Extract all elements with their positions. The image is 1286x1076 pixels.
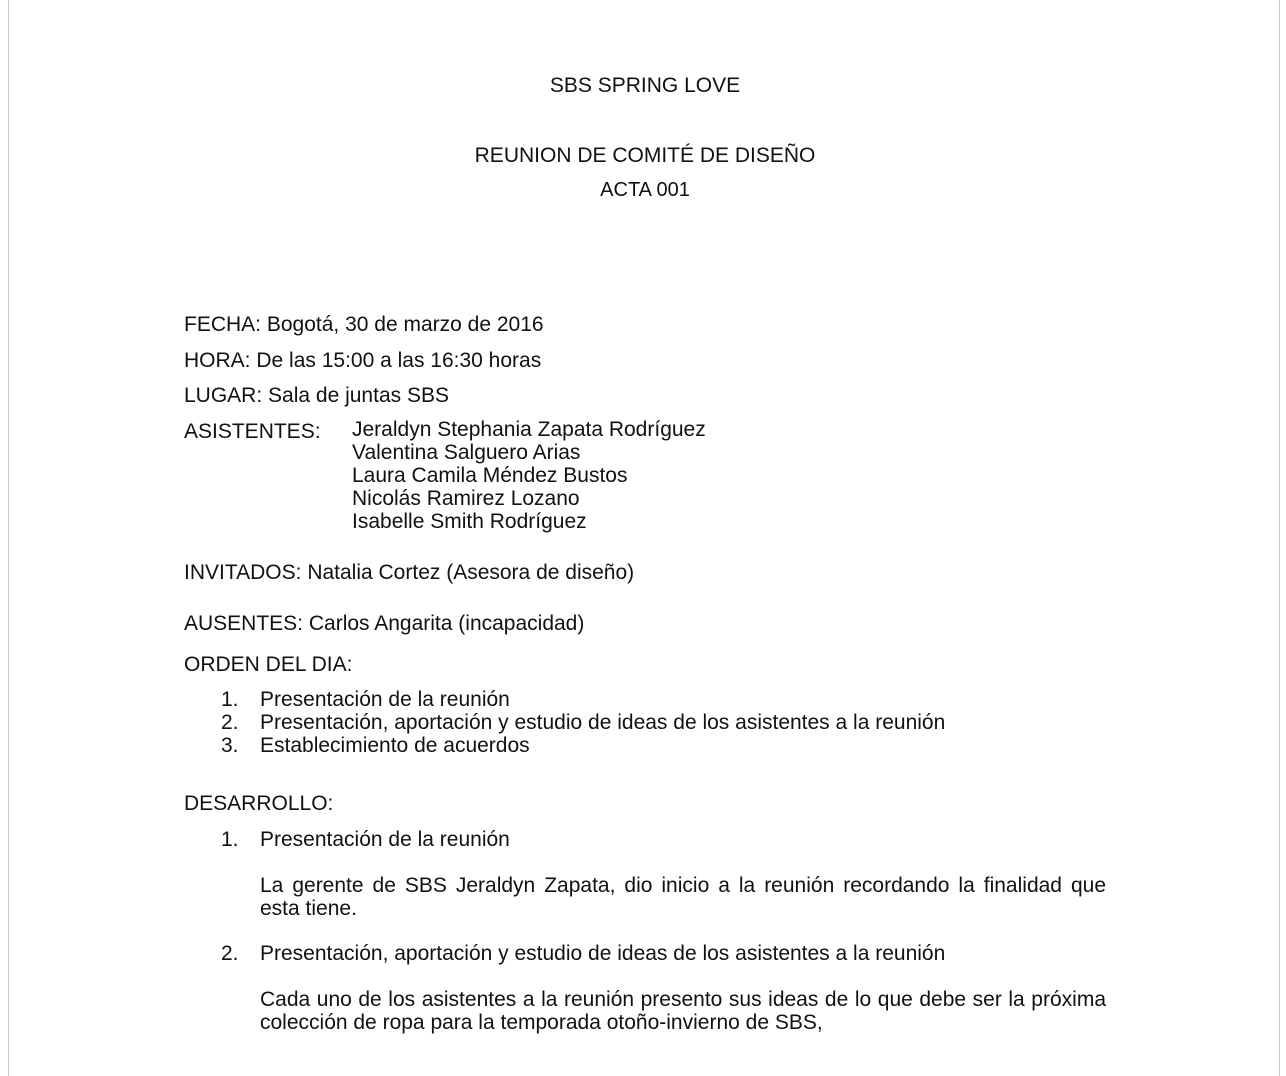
hora-line xyxy=(184,349,541,373)
ausentes-value: Carlos Angarita (incapacidad) xyxy=(308,612,585,635)
fecha-label: FECHA: xyxy=(184,313,262,336)
asistentes-label: ASISTENTES: xyxy=(184,420,321,443)
lugar-line xyxy=(184,384,449,408)
attendee-name: Isabelle Smith Rodríguez xyxy=(352,510,587,533)
section-number: 1. xyxy=(221,828,239,851)
attendee-name: Valentina Salguero Arias xyxy=(352,441,581,464)
attendee-name: Laura Camila Méndez Bustos xyxy=(352,464,628,487)
section-title: Presentación de la reunión xyxy=(260,828,510,851)
list-item: Presentación de la reunión xyxy=(260,688,510,711)
meeting-title: REUNION DE COMITÉ DE DISEÑO xyxy=(474,144,816,167)
attendee-list xyxy=(352,418,706,533)
hora-value: De las 15:00 a las 16:30 horas xyxy=(256,349,542,372)
desarrollo-label: DESARROLLO: xyxy=(184,792,334,815)
fecha-line xyxy=(184,313,544,337)
section-body: Cada uno de los asistentes a la reunión presento sus ideas de lo que debe ser la próxima colección de ropa para la temporada otoño-invierno de SBS, xyxy=(260,988,1106,1034)
invitados-label: INVITADOS: xyxy=(184,561,302,584)
section-body: La gerente de SBS Jeraldyn Zapata, dio inicio a la reunión recordando la finalidad que esta tiene. xyxy=(260,874,1106,920)
lugar-value: Sala de juntas SBS xyxy=(268,384,449,407)
record-number: ACTA 001 xyxy=(600,179,690,201)
list-number: 3. xyxy=(221,734,239,757)
attendee-name: Jeraldyn Stephania Zapata Rodríguez xyxy=(352,418,706,441)
hora-label: HORA: xyxy=(184,349,251,372)
invitados-line xyxy=(184,561,634,585)
list-item: Establecimiento de acuerdos xyxy=(260,734,530,757)
ausentes-line xyxy=(184,612,584,636)
list-number: 2. xyxy=(221,711,239,734)
orden-label: ORDEN DEL DIA: xyxy=(184,653,353,676)
section-title: Presentación, aportación y estudio de ideas de los asistentes a la reunión xyxy=(260,942,946,965)
document-page xyxy=(8,0,1280,1076)
lugar-label: LUGAR: xyxy=(184,384,263,407)
list-item: Presentación, aportación y estudio de ideas de los asistentes a la reunión xyxy=(260,711,946,734)
attendee-name: Nicolás Ramirez Lozano xyxy=(352,487,580,510)
list-number: 1. xyxy=(221,688,239,711)
section-number: 2. xyxy=(221,942,239,965)
invitados-value: Natalia Cortez (Asesora de diseño) xyxy=(307,561,635,584)
company-title: SBS SPRING LOVE xyxy=(549,74,741,97)
ausentes-label: AUSENTES: xyxy=(184,612,304,635)
fecha-value: Bogotá, 30 de marzo de 2016 xyxy=(266,313,544,336)
